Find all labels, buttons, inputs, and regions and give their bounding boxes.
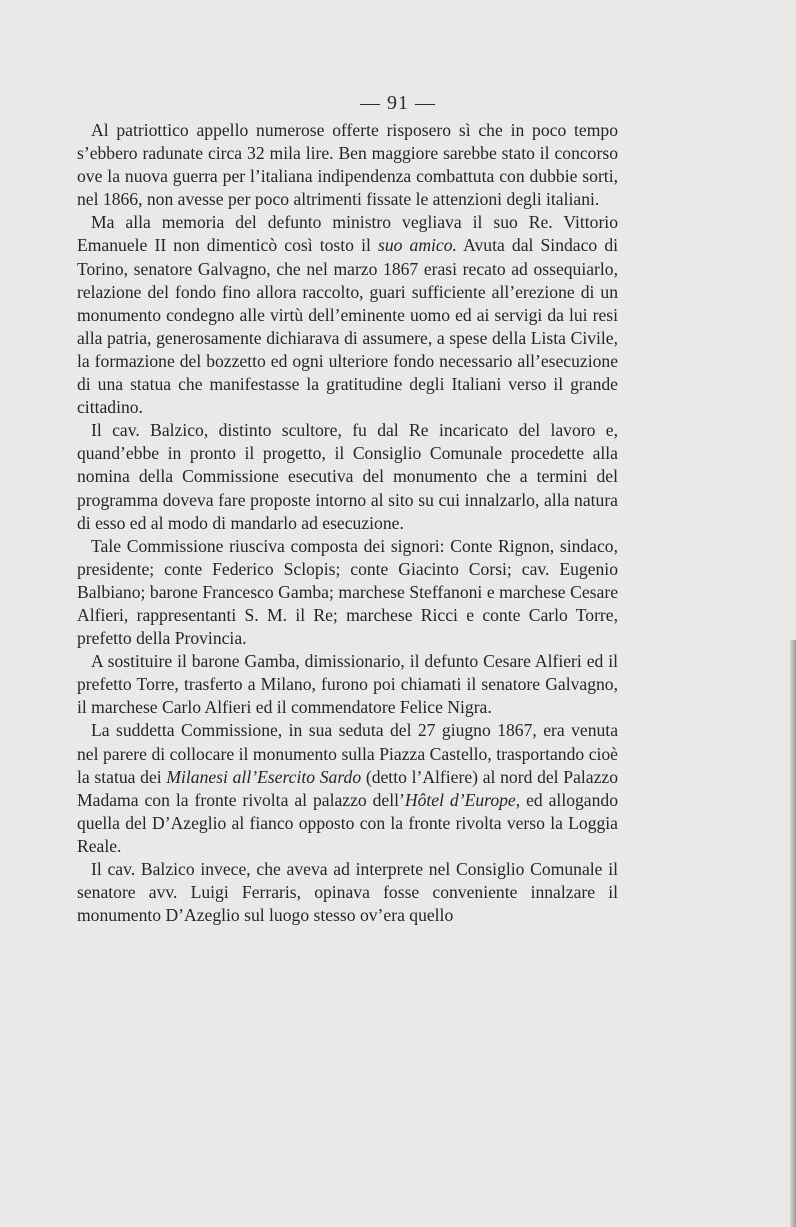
italic-text: Milanesi all’Esercito Sardo (166, 766, 362, 787)
text-segment: (detto l’Alfiere) al nord del Palazzo Madama con la fronte rivolta al palazzo dell’ (77, 766, 618, 810)
text-segment: Il cav. Balzico, distinto scultore, fu dal Re incaricato del lavoro e, quand’ebbe in pronto il progetto, il Consiglio Comunale procedette alla nomina della Commissione esecutiva del monumento che a termini del programma doveva fare proposte intorno al sito su cui innalzarlo, alla natura di esso ed al modo di mandarlo ad esecuzione. (77, 420, 618, 533)
text-segment: Il cav. Balzico invece, che aveva ad interprete nel Consiglio Comunale il senatore avv. Luigi Ferraris, opinava fosse conveniente innalzare il monumento D’Azeglio sul luogo stesso ov’era quello (77, 859, 618, 926)
paragraph (77, 719, 618, 858)
italic-text: Hôtel d’Europe, (404, 789, 521, 810)
paragraph (77, 535, 618, 650)
body-text (77, 119, 618, 927)
paragraph (77, 650, 618, 719)
paragraph (77, 419, 618, 534)
text-segment: A sostituire il barone Gamba, dimissionario, il defunto Cesare Alfieri ed il prefetto Torre, trasferto a Milano, furono poi chiamati il senatore Galvagno, il marchese Carlo Alfieri ed il commendatore Felice Nigra. (77, 651, 618, 718)
text-segment: Tale Commissione riusciva composta dei signori: Conte Rignon, sindaco, presidente; conte Federico Sclopis; conte Giacinto Corsi; cav. Eugenio Balbiano; barone Francesco Gamba; marchese Steffanoni e marchese Cesare Alfieri, rappresentanti S. M. il Re; marchese Ricci e conte Carlo Torre, prefetto della Provincia. (77, 535, 618, 649)
text-segment: Ma alla memoria del defunto ministro vegliava il suo Re. Vittorio Emanuele II non dimenticò così tosto il (77, 212, 618, 256)
text-segment: Avuta dal Sindaco di Torino, senatore Galvagno, che nel marzo 1867 erasi recato ad ossequiarlo, relazione del fondo fino allora raccolto, guari sufficiente all’erezione di un monumento condegno alle virtù dell’eminente uomo ed ai servigi da lui resi alla patria, generosamente dichiarava di assumere, a spese della Lista Civile, la formazione del bozzetto ed ogni ulteriore fondo necessario all’esecuzione di una statua che manifestasse la gratitudine degli Italiani verso il grande cittadino. (77, 235, 619, 418)
italic-text: suo amico. (377, 235, 457, 256)
text-segment: La suddetta Commissione, in sua seduta del 27 giugno 1867, era venuta nel parere di collocare il monumento sulla Piazza Castello, trasportando cioè la statua dei (77, 720, 618, 787)
paragraph (77, 858, 618, 927)
paragraph (77, 211, 618, 419)
paragraph (77, 119, 618, 211)
text-segment: Al patriottico appello numerose offerte risposero sì che in poco tempo s’ebbero radunate circa 32 mila lire. Ben maggiore sarebbe stato il concorso ove la nuova guerra per l’italiana indipendenza combattuta con dubbie sorti, nel 1866, non avesse per poco altrimenti fissate le attenzioni degli italiani. (77, 120, 618, 210)
text-segment: ed allogando quella del D’Azeglio al fianco opposto con la fronte rivolta verso la Loggia Reale. (77, 789, 619, 856)
page-number: — 91 — (360, 92, 436, 114)
page-edge-shadow (790, 640, 796, 1227)
